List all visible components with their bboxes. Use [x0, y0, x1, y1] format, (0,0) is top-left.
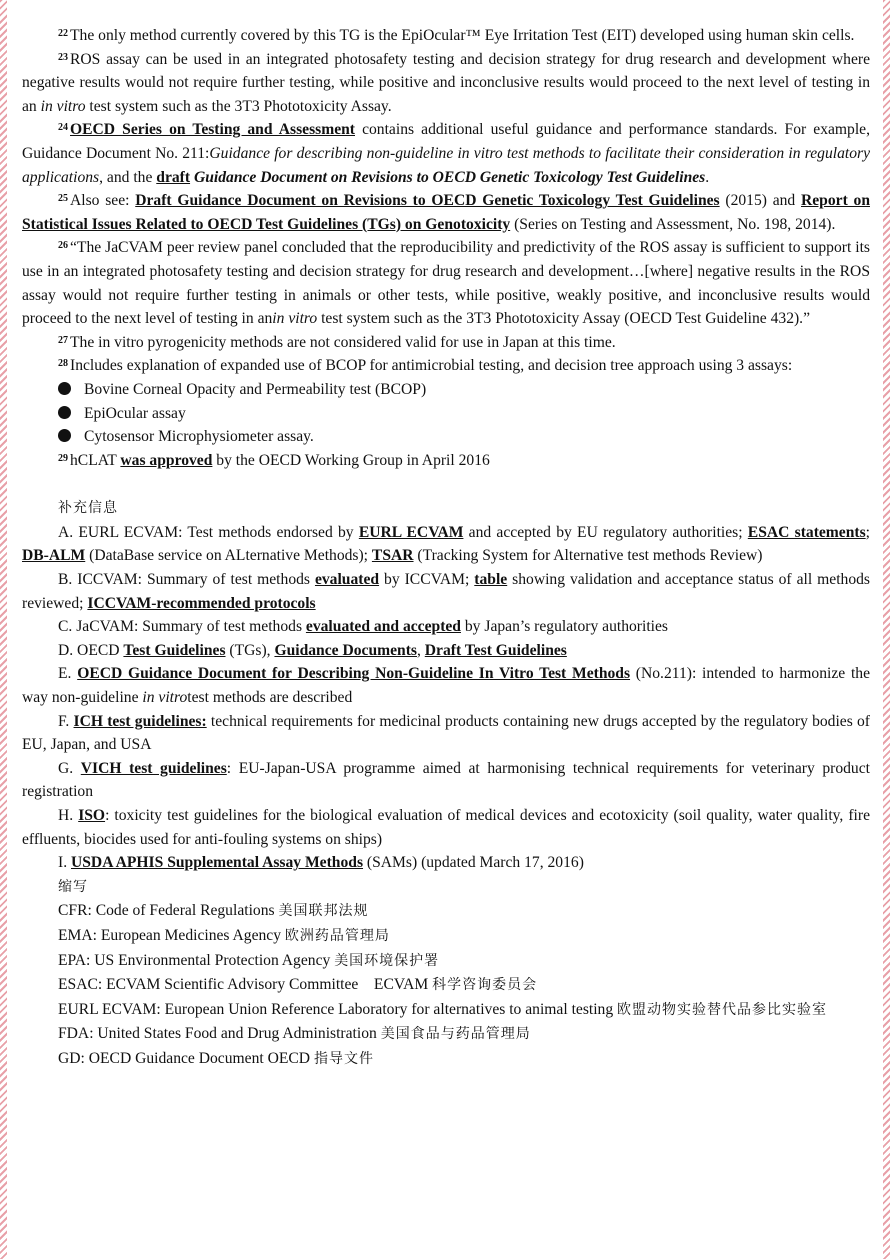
supplement-item-g — [22, 757, 870, 804]
bullet-item — [22, 378, 870, 402]
link-report-statistical-issues[interactable]: Report on Statistical Issues Related to OECD Test Guidelines (TGs) on Genotoxicity — [22, 192, 870, 233]
item-text: E. — [58, 665, 78, 683]
decorative-border-left — [0, 0, 7, 1259]
item-text: I. — [58, 854, 71, 872]
decorative-border-right — [883, 0, 890, 1259]
section-gap — [22, 472, 870, 496]
bullet-text: EpiOcular assay — [84, 404, 186, 422]
link-guidance-documents[interactable]: Guidance Documents — [274, 641, 417, 659]
bullet-text: Cytosensor Microphysiometer assay. — [84, 428, 314, 446]
abbreviation-item — [22, 949, 870, 974]
bullet-text: Bovine Corneal Opacity and Permeability test (BCOP) — [84, 380, 427, 398]
bullet-icon — [58, 382, 71, 395]
footnote-27 — [22, 331, 870, 355]
link-ich-guidelines[interactable]: ICH test guidelines: — [73, 712, 207, 730]
item-text: by Japan’s regulatory authorities — [460, 618, 668, 636]
abbreviation-text: ESAC: ECVAM Scientific Advisory Committee ECVAM — [58, 976, 433, 994]
link-table[interactable]: table — [474, 571, 508, 589]
italic-text: in vitro — [142, 689, 188, 707]
item-text: and accepted by EU regulatory authorities; — [463, 523, 748, 541]
footnote-number: 22 — [58, 28, 68, 39]
abbreviation-translation: 科学咨询委员会 — [432, 977, 538, 994]
footnote-number: 24 — [58, 122, 68, 134]
link-draft-test-guidelines[interactable]: Draft Test Guidelines — [424, 641, 567, 659]
link-tsar[interactable]: TSAR — [371, 547, 414, 565]
link-draft-guidance-genetic-tox[interactable]: Draft Guidance Document on Revisions to OECD Genetic Toxicology Test Guidelines — [135, 192, 720, 210]
item-text: G. — [58, 759, 81, 777]
item-text: : EU-Japan-USA programme aimed at harmonising technical requirements for veterinary product registration — [22, 759, 870, 801]
footnote-text: by the OECD Working Group in April 2016 — [212, 451, 490, 469]
link-db-alm[interactable]: DB-ALM — [22, 547, 86, 565]
italic-text: in vitro — [272, 310, 318, 328]
item-text: test methods are described — [187, 689, 353, 707]
footnote-number: 28 — [58, 358, 68, 370]
item-text: F. — [58, 712, 74, 730]
item-text: (SAMs) (updated March 17, 2016) — [363, 854, 584, 872]
supplement-item-d — [22, 639, 870, 663]
item-text: (No.211): intended to harmonize the way non-guideline — [22, 665, 870, 707]
item-text: D. OECD — [58, 641, 124, 659]
footnote-25 — [22, 189, 870, 236]
footnote-number: 27 — [58, 334, 68, 346]
footnote-text: contains additional useful guidance and performance standards. For example, Guidance Document No. 211: — [22, 121, 870, 162]
supplement-item-h — [22, 804, 870, 851]
abbreviation-translation: 美国食品与药品管理局 — [380, 1026, 531, 1043]
link-oecd-guidance-non-guideline[interactable]: OECD Guidance Document for Describing Non-Guideline In Vitro Test Methods — [77, 665, 631, 683]
item-text: B. ICCVAM: Summary of test methods — [58, 571, 315, 589]
supplement-item-f — [22, 710, 870, 757]
abbreviation-text: FDA: United States Food and Drug Administration — [58, 1025, 381, 1043]
item-text: (TGs), — [225, 641, 275, 659]
footnote-number: 25 — [58, 193, 68, 205]
footnote-text: , and the — [99, 168, 157, 186]
supplement-item-a — [22, 521, 870, 568]
footnote-28 — [22, 354, 870, 378]
section-heading: 补充信息 — [58, 500, 118, 517]
footnote-text: test system such as the 3T3 Phototoxicity Assay. — [85, 97, 392, 115]
italic-text: Guidance for describing non-guideline in vitro test methods to facilitate their consideration in regulatory applications — [22, 144, 870, 186]
link-oecd-series[interactable]: OECD Series on Testing and Assessment — [70, 121, 355, 139]
footnote-26 — [22, 236, 870, 330]
item-text: A. EURL ECVAM: Test methods endorsed by — [58, 523, 359, 541]
section-heading: 缩写 — [58, 878, 88, 895]
link-was-approved[interactable]: was approved — [120, 451, 213, 469]
link-test-guidelines[interactable]: Test Guidelines — [123, 641, 226, 659]
link-evaluated-accepted[interactable]: evaluated and accepted — [305, 618, 461, 636]
bullet-item — [22, 402, 870, 426]
abbreviations-heading — [22, 875, 870, 900]
abbreviation-text: CFR: Code of Federal Regulations — [58, 902, 279, 920]
footnote-number: 29 — [58, 452, 68, 464]
abbreviation-translation: 欧洲药品管理局 — [284, 927, 390, 944]
footnote-text: The in vitro pyrogenicity methods are not considered valid for use in Japan at this time. — [70, 333, 616, 351]
supplement-item-c — [22, 615, 870, 639]
footnote-text: ROS assay can be used in an integrated photosafety testing and decision strategy for drug research and development where negative results would not require further testing, while positive and inconclusive results would proceed to the next level of testing in an — [22, 50, 870, 115]
link-evaluated[interactable]: evaluated — [314, 571, 380, 589]
item-text: technical requirements for medicinal products containing new drugs accepted by the regulatory bodies of EU, Japan, and USA — [22, 712, 870, 754]
item-text: by ICCVAM; — [379, 571, 475, 589]
bullet-icon — [58, 406, 71, 419]
abbreviation-item — [22, 924, 870, 949]
supplement-item-i — [22, 851, 870, 875]
item-text: : toxicity test guidelines for the biological evaluation of medical devices and ecotoxicity (soil quality, water quality, fire effluents, biocides used for anti-fouling systems on ships) — [22, 807, 870, 848]
abbreviation-translation: 指导文件 — [313, 1050, 374, 1067]
footnote-23 — [22, 48, 870, 119]
link-iccvam-protocols[interactable]: ICCVAM-recommended protocols — [87, 594, 316, 612]
footnote-text: . — [705, 168, 710, 186]
footnote-29 — [22, 449, 870, 473]
item-text: H. — [58, 807, 79, 824]
supplement-item-b — [22, 568, 870, 615]
link-usda-aphis[interactable]: USDA APHIS Supplemental Assay Methods — [71, 854, 364, 872]
footnote-number: 26 — [58, 240, 68, 252]
item-text: showing validation and acceptance status of all methods reviewed; — [22, 571, 870, 612]
bullet-item — [22, 425, 870, 449]
abbreviation-item — [22, 973, 870, 998]
item-text: C. JaCVAM: Summary of test methods — [58, 618, 306, 636]
supplement-heading — [22, 496, 870, 521]
footnote-24 — [22, 118, 870, 189]
footnote-text: (Series on Testing and Assessment, No. 198, 2014). — [510, 215, 836, 233]
abbreviation-item — [22, 998, 870, 1023]
link-vich-guidelines[interactable]: VICH test guidelines — [80, 759, 227, 777]
supplement-item-e — [22, 662, 870, 709]
link-eurl-ecvam[interactable]: EURL ECVAM — [358, 523, 464, 541]
footnote-text: Includes explanation of expanded use of BCOP for antimicrobial testing, and decision tree approach using 3 assays: — [70, 357, 793, 375]
italic-text: in vitro — [40, 97, 86, 115]
footnote-text: test system such as the 3T3 Phototoxicity Assay (OECD Test Guideline 432).” — [317, 310, 811, 328]
footnote-number: 23 — [58, 51, 68, 63]
abbreviation-item — [22, 899, 870, 924]
item-text: , — [416, 641, 425, 659]
abbreviation-translation: 美国联邦法规 — [278, 903, 369, 920]
abbreviation-translation: 欧盟动物实验替代品参比实验室 — [617, 1001, 828, 1018]
link-iso[interactable]: ISO — [78, 807, 106, 824]
footnote-text: (2015) and — [719, 192, 801, 210]
item-text: (DataBase service on ALternative Methods); — [85, 547, 372, 565]
bold-italic-text: Guidance Document on Revisions to OECD Genetic Toxicology Test Guidelines — [193, 168, 706, 186]
abbreviation-text: EURL ECVAM: European Union Reference Laboratory for alternatives to animal testing — [58, 1000, 618, 1018]
document-page — [22, 24, 870, 1072]
abbreviation-translation: 美国环境保护署 — [334, 952, 440, 969]
abbreviation-text: EPA: US Environmental Protection Agency — [58, 951, 335, 969]
footnote-text: hCLAT — [70, 451, 121, 469]
item-text: (Tracking System for Alternative test methods Review) — [413, 547, 763, 565]
link-esac-statements[interactable]: ESAC statements — [747, 523, 866, 541]
bullet-icon — [58, 429, 71, 442]
item-text: ; — [865, 523, 870, 541]
footnote-text: “The JaCVAM peer review panel concluded that the reproducibility and predictivity of the ROS assay is sufficient to support its use in an integrated photosafety testing and decision strategy for drug research and development…[where] negative results in the ROS assay would not require further testing in animals or other tests, while positive, weakly positive, and inconclusive results would proceed to the next level of testing in an — [22, 239, 870, 328]
link-draft[interactable]: draft — [156, 168, 191, 186]
abbreviation-item — [22, 1022, 870, 1047]
abbreviation-item — [22, 1047, 870, 1072]
footnote-22 — [22, 24, 870, 48]
abbreviation-text: GD: OECD Guidance Document OECD — [58, 1049, 314, 1067]
footnote-text: The only method currently covered by this TG is the EpiOcular™ Eye Irritation Test (EIT) developed using human skin cells. — [70, 27, 855, 44]
footnote-text: Also see: — [70, 192, 136, 210]
abbreviation-text: EMA: European Medicines Agency — [58, 926, 285, 944]
